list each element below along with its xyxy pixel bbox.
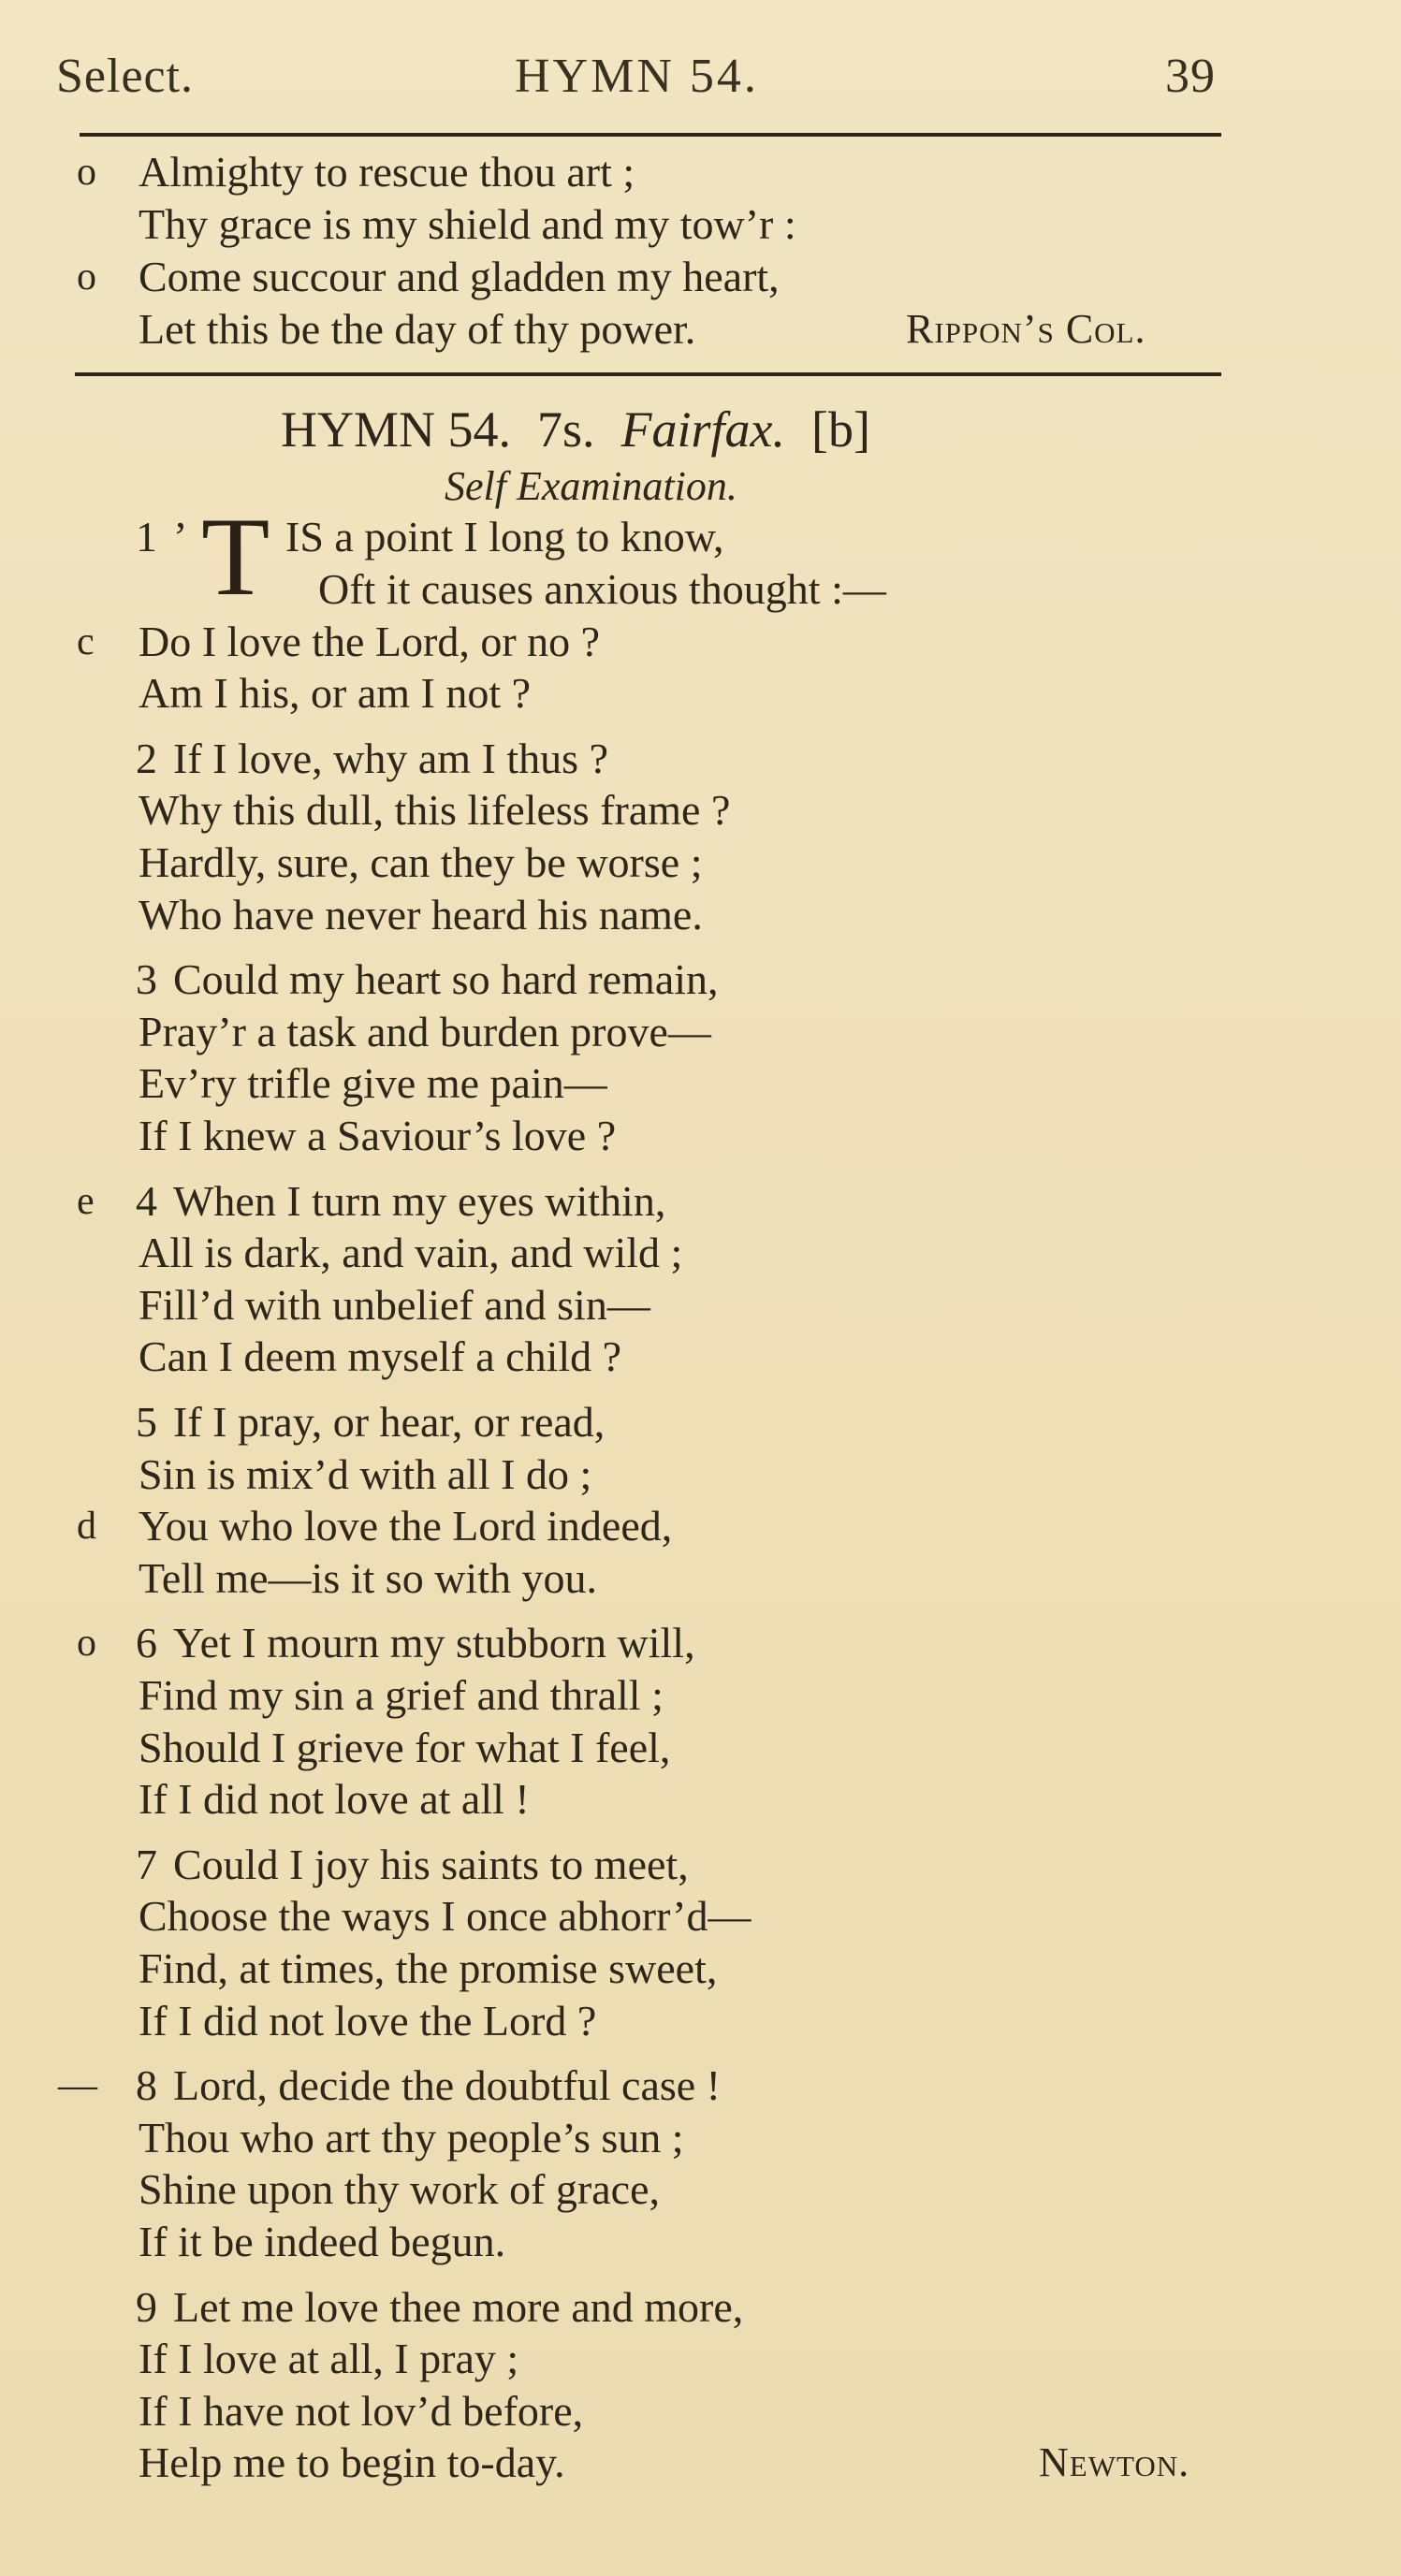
verse-line: If I did not love the Lord ?: [139, 1997, 597, 2045]
verse-line: Pray’r a task and burden prove—: [139, 1008, 711, 1055]
dynamic-mark: o: [77, 255, 96, 298]
header-rule: [80, 133, 1221, 137]
verse-line: Let me love thee more and more,: [173, 2283, 744, 2331]
hymn-subtitle: Self Examination.: [445, 463, 737, 509]
verse-line: All is dark, and vain, and wild ;: [139, 1229, 683, 1276]
verse-number: 1: [136, 513, 157, 560]
verse-line: Yet I mourn my stubborn will,: [173, 1619, 695, 1666]
verse-number: 6: [136, 1619, 157, 1666]
verse-line: You who love the Lord indeed,: [139, 1502, 673, 1550]
verse-line: Could my heart so hard remain,: [173, 955, 719, 1003]
verse-number: 8: [136, 2061, 157, 2109]
verse-line: Hardly, sure, can they be worse ;: [139, 838, 703, 886]
verse-line: Lord, decide the doubtful case !: [173, 2061, 721, 2109]
verse-line: When I turn my eyes within,: [173, 1177, 666, 1225]
hymn-attribution: Newton.: [1039, 2439, 1190, 2485]
verse-line: If I knew a Saviour’s love ?: [139, 1112, 617, 1159]
verse-line: Find my sin a grief and thrall ;: [139, 1671, 664, 1719]
verse-line: Thy grace is my shield and my tow’r :: [139, 200, 796, 248]
dynamic-mark: c: [77, 620, 95, 663]
dynamic-mark: e: [77, 1180, 95, 1223]
verse-line: If I have not lov’d before,: [139, 2387, 584, 2435]
section-rule: [75, 372, 1221, 376]
verse-number: 7: [136, 1841, 157, 1888]
verse-line: Shine upon thy work of grace,: [139, 2165, 660, 2213]
verse-number: 5: [136, 1398, 157, 1446]
verse-line: Help me to begin to-day.: [139, 2438, 565, 2486]
verse-line: If I love at all, I pray ;: [139, 2335, 519, 2382]
verse-line: Come succour and gladden my heart,: [139, 253, 780, 300]
dropcap-letter: T: [201, 494, 270, 619]
running-head: [56, 49, 1235, 114]
verse-line: Who have never heard his name.: [139, 891, 703, 939]
dynamic-mark: o: [77, 1622, 96, 1665]
hymn-number: HYMN 54.: [281, 401, 512, 458]
verse-line: Why this dull, this lifeless frame ?: [139, 786, 731, 834]
verse-line: Fill’d with unbelief and sin—: [139, 1281, 650, 1329]
verse-line: Could I joy his saints to meet,: [173, 1841, 689, 1888]
verse-line: Do I love the Lord, or no ?: [139, 618, 601, 665]
verse-line: Tell me—is it so with you.: [139, 1554, 597, 1602]
verse-line: If I pray, or hear, or read,: [173, 1398, 606, 1446]
verse-line: If it be indeed begun.: [139, 2218, 506, 2265]
dynamic-mark: d: [77, 1505, 96, 1548]
hymn-meter: 7s.: [537, 401, 595, 458]
verse-line: Should I grieve for what I feel,: [139, 1724, 671, 1771]
verse-line: IS a point I long to know,: [285, 513, 724, 560]
page-number: 39: [1165, 50, 1216, 103]
opening-apostrophe: ’: [173, 513, 188, 560]
hymn-key: [b]: [811, 401, 870, 458]
verse-line: Sin is mix’d with all I do ;: [139, 1450, 592, 1498]
verse-line: Am I his, or am I not ?: [139, 669, 532, 717]
running-head-hymn: HYMN 54.: [515, 50, 759, 103]
previous-hymn-attribution: Rippon’s Col.: [906, 306, 1146, 352]
verse-line: If I love, why am I thus ?: [173, 735, 608, 782]
verse-line: Ev’ry trifle give me pain—: [139, 1059, 607, 1107]
dynamic-mark: —: [58, 2064, 97, 2107]
verse-number: 2: [136, 735, 157, 782]
hymn-tune: Fairfax.: [620, 401, 786, 458]
verse-line: Let this be the day of thy power.: [139, 305, 696, 353]
verse-line: Almighty to rescue thou art ;: [139, 148, 635, 196]
verse-line: Find, at times, the promise sweet,: [139, 1944, 718, 1992]
verse-number: 9: [136, 2283, 157, 2331]
verse-line: If I did not love at all !: [139, 1775, 530, 1823]
verse-line: Choose the ways I once abhorr’d—: [139, 1892, 752, 1940]
verse-number: 4: [136, 1177, 157, 1225]
verse-number: 3: [136, 955, 157, 1003]
verse-line: Thou who art thy people’s sun ;: [139, 2114, 684, 2161]
dynamic-mark: o: [77, 151, 96, 194]
verse-line: Can I deem myself a child ?: [139, 1332, 622, 1380]
hymn-heading: [281, 400, 870, 458]
running-head-section: Select.: [56, 50, 195, 103]
verse-line: Oft it causes anxious thought :—: [318, 565, 886, 613]
